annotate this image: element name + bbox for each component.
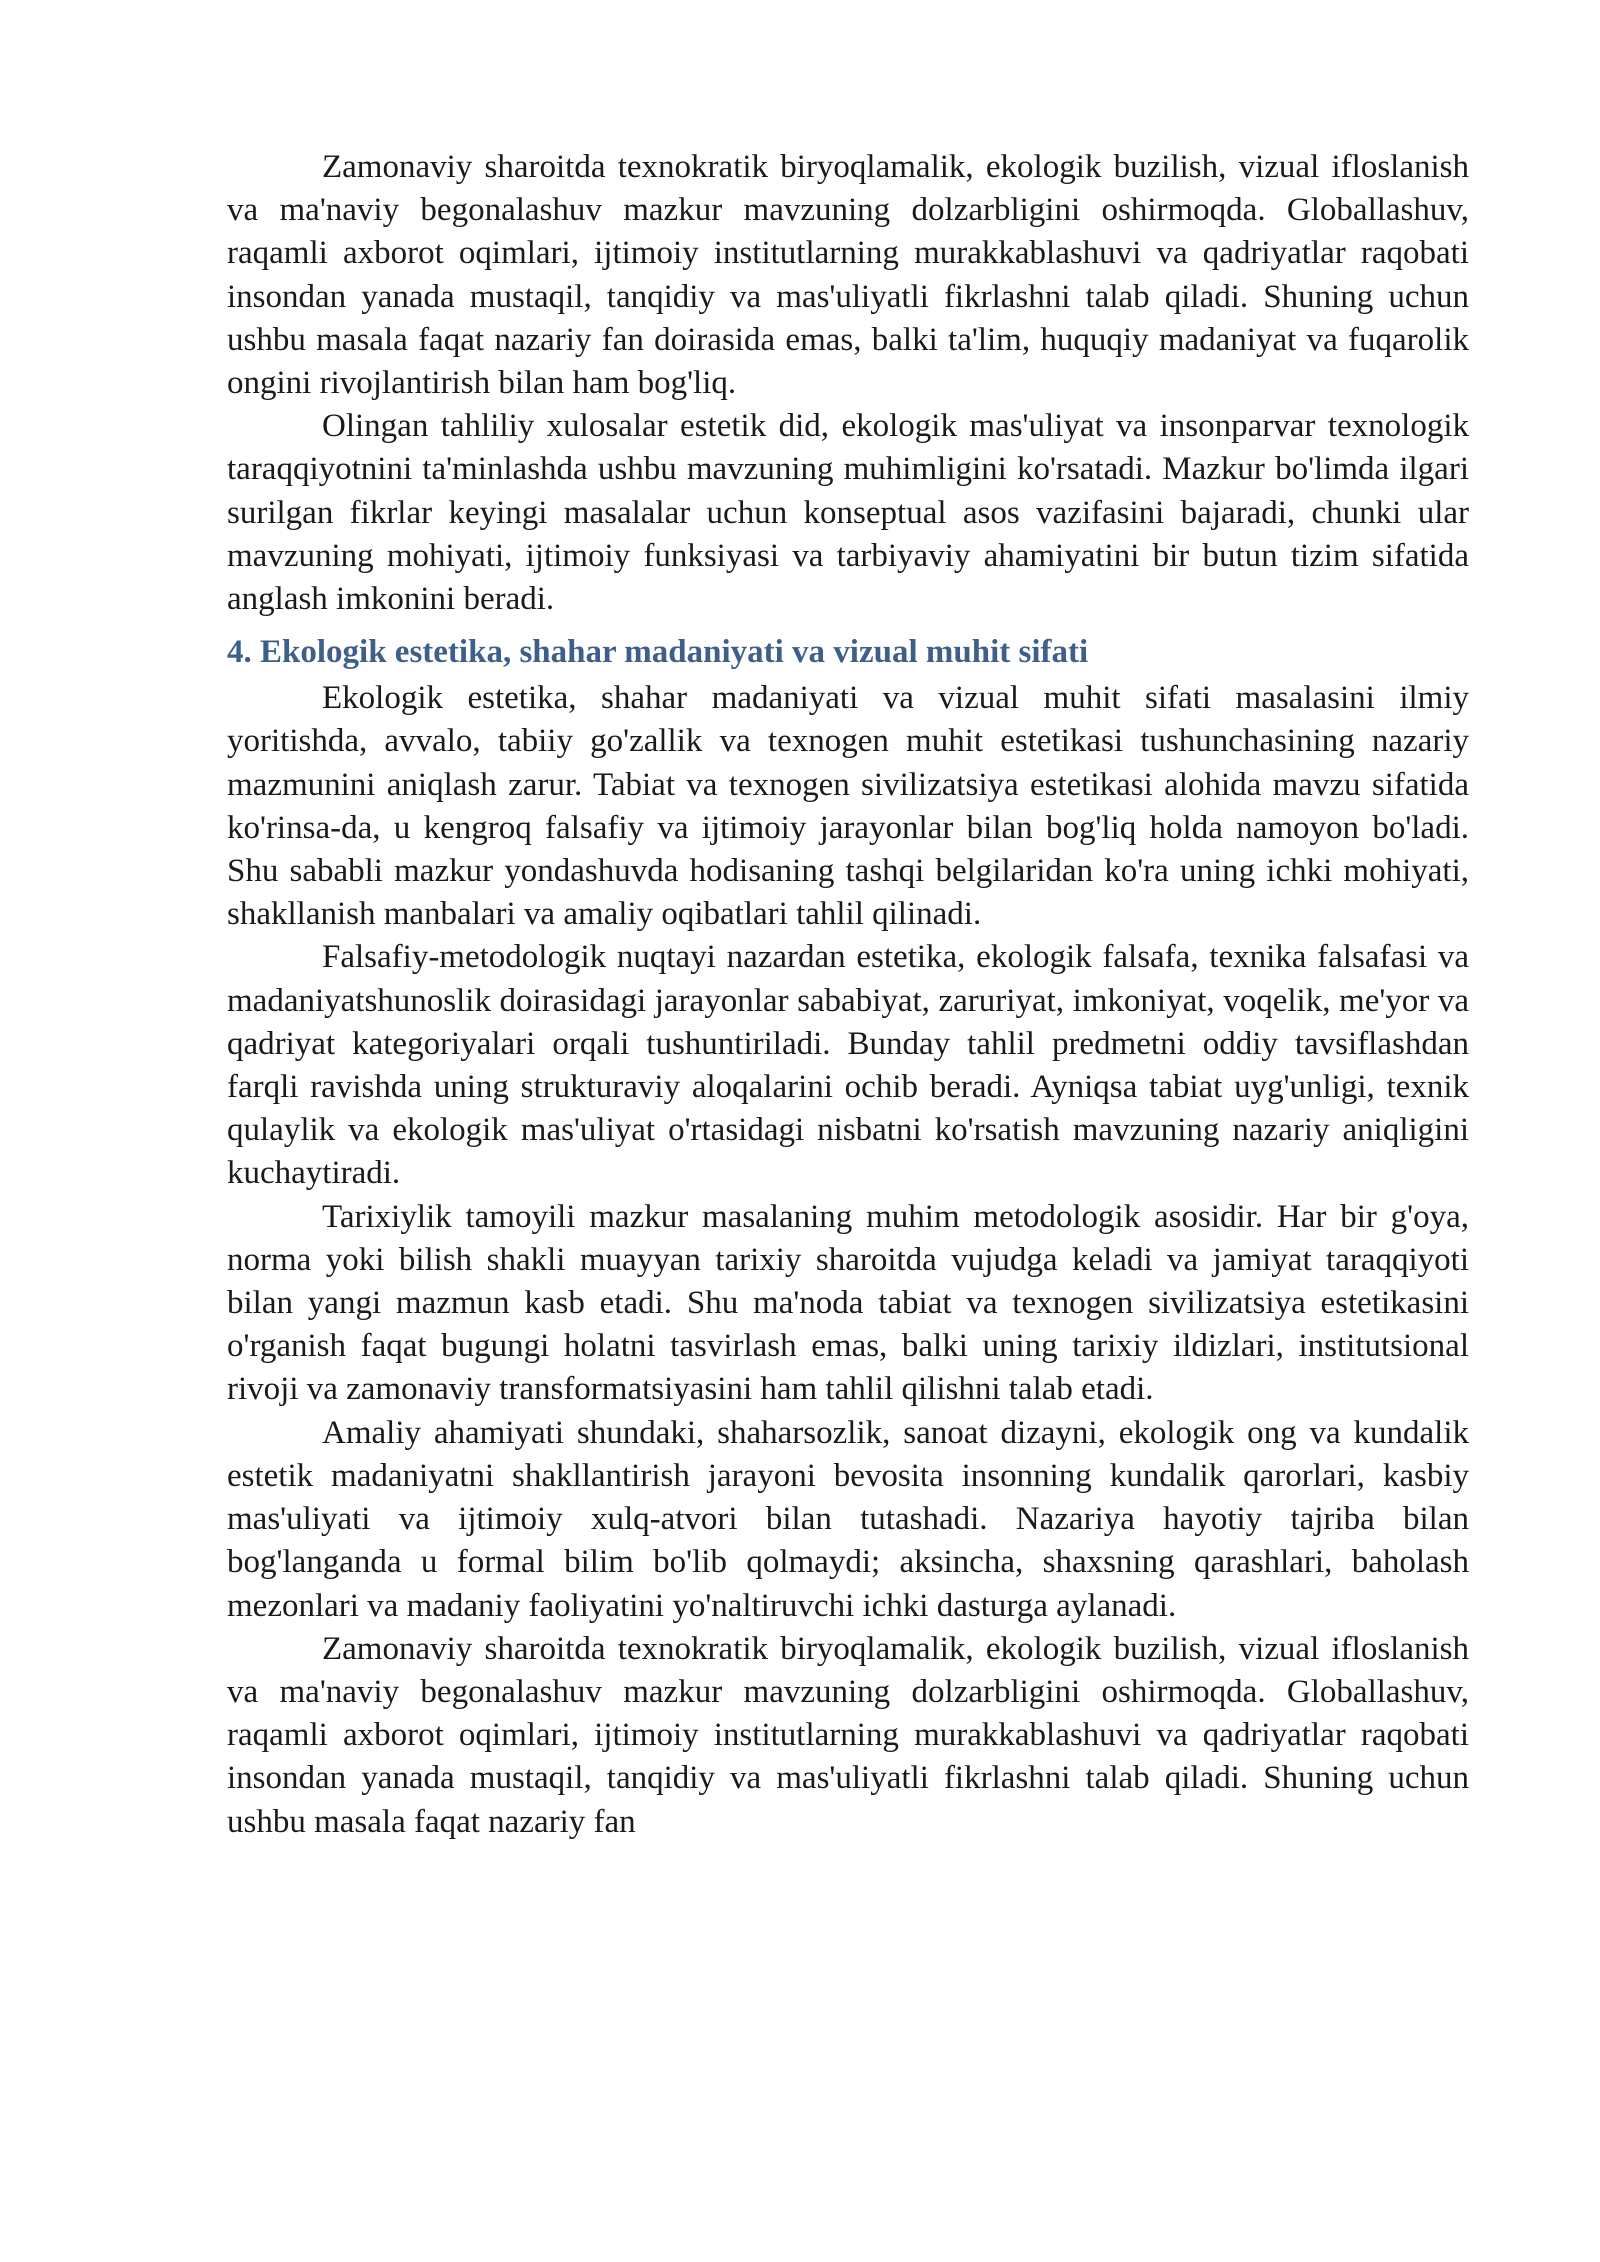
body-paragraph: Amaliy ahamiyati shundaki, shaharsozlik, sanoat dizayni, ekologik ong va kundalik estetik madaniyatni shakllantirish jarayoni bevosita insonning kundalik qarorlari, kasbiy mas'uliyati va ijtimoiy xulq-atvori bilan tutashadi. Nazariya hayotiy tajriba bilan bog'langanda u formal bilim bo'lib qolmaydi; aksincha, shaxsning qarashlari, baholash mezonlari va madaniy faoliyatini yo'naltiruvchi ichki dasturga aylanadi. xyxy=(227,1414,1469,1624)
document-page xyxy=(227,146,1469,1844)
body-paragraph: Olingan tahliliy xulosalar estetik did, ekologik mas'uliyat va insonparvar texnologik taraqqiyotnini ta'minlashda ushbu mavzuning muhimligini ko'rsatadi. Mazkur bo'limda ilgari surilgan fikrlar keyingi masalalar uchun konseptual asos vazifasini bajaradi, chunki ular mavzuning mohiyati, ijtimoiy funksiyasi va tarbiyaviy ahamiyatini bir butun tizim sifatida anglash imkonini beradi. xyxy=(227,408,1469,618)
body-paragraph: Zamonaviy sharoitda texnokratik biryoqlamalik, ekologik buzilish, vizual ifloslanish va ma'naviy begonalashuv mazkur mavzuning dolzarbligini oshirmoqda. Globallashuv, raqamli axborot oqimlari, ijtimoiy institutlarning murakkablashuvi va qadriyatlar raqobati insondan yanada mustaqil, tanqidiy va mas'uliyatli fikrlashni talab qiladi. Shuning uchun ushbu masala faqat nazariy fan doirasida emas, balki ta'lim, huquqiy madaniyat va fuqarolik ongini rivojlantirish bilan ham bog'liq. xyxy=(227,149,1469,402)
body-paragraph: Tarixiylik tamoyili mazkur masalaning muhim metodologik asosidir. Har bir g'oya, norma yoki bilish shakli muayyan tarixiy sharoitda vujudga keladi va jamiyat taraqqiyoti bilan yangi mazmun kasb etadi. Shu ma'noda tabiat va texnogen sivilizatsiya estetikasini o'rganish faqat bugungi holatni tasvirlash emas, balki uning tarixiy ildizlari, institutsional rivoji va zamonaviy transformatsiyasini ham tahlil qilishni talab etadi. xyxy=(227,1198,1469,1408)
body-paragraph: Ekologik estetika, shahar madaniyati va vizual muhit sifati masalasini ilmiy yoritishda, avvalo, tabiiy go'zallik va texnogen muhit estetikasi tushunchasining nazariy mazmunini aniqlash zarur. Tabiat va texnogen sivilizatsiya estetikasi alohida mavzu sifatida ko'rinsa-da, u kengroq falsafiy va ijtimoiy jarayonlar bilan bog'liq holda namoyon bo'ladi. Shu sababli mazkur yondashuvda hodisaning tashqi belgilaridan ko'ra uning ichki mohiyati, shakllanish manbalari va amaliy oqibatlari tahlil qilinadi. xyxy=(227,680,1469,933)
body-paragraph: Zamonaviy sharoitda texnokratik biryoqlamalik, ekologik buzilish, vizual ifloslanish va ma'naviy begonalashuv mazkur mavzuning dolzarbligini oshirmoqda. Globallashuv, raqamli axborot oqimlari, ijtimoiy institutlarning murakkablashuvi va qadriyatlar raqobati insondan yanada mustaqil, tanqidiy va mas'uliyatli fikrlashni talab qiladi. Shuning uchun ushbu masala faqat nazariy fan xyxy=(227,1630,1469,1840)
section-heading: 4. Ekologik estetika, shahar madaniyati va vizual muhit sifati xyxy=(227,634,1089,671)
body-paragraph: Falsafiy-metodologik nuqtayi nazardan estetika, ekologik falsafa, texnika falsafasi va madaniyatshunoslik doirasidagi jarayonlar sababiyat, zaruriyat, imkoniyat, voqelik, me'yor va qadriyat kategoriyalari orqali tushuntiriladi. Bunday tahlil predmetni oddiy tavsiflashdan farqli ravishda uning strukturaviy aloqalarini ochib beradi. Ayniqsa tabiat uyg'unligi, texnik qulaylik va ekologik mas'uliyat o'rtasidagi nisbatni ko'rsatish mavzuning nazariy aniqligini kuchaytiradi. xyxy=(227,939,1469,1192)
